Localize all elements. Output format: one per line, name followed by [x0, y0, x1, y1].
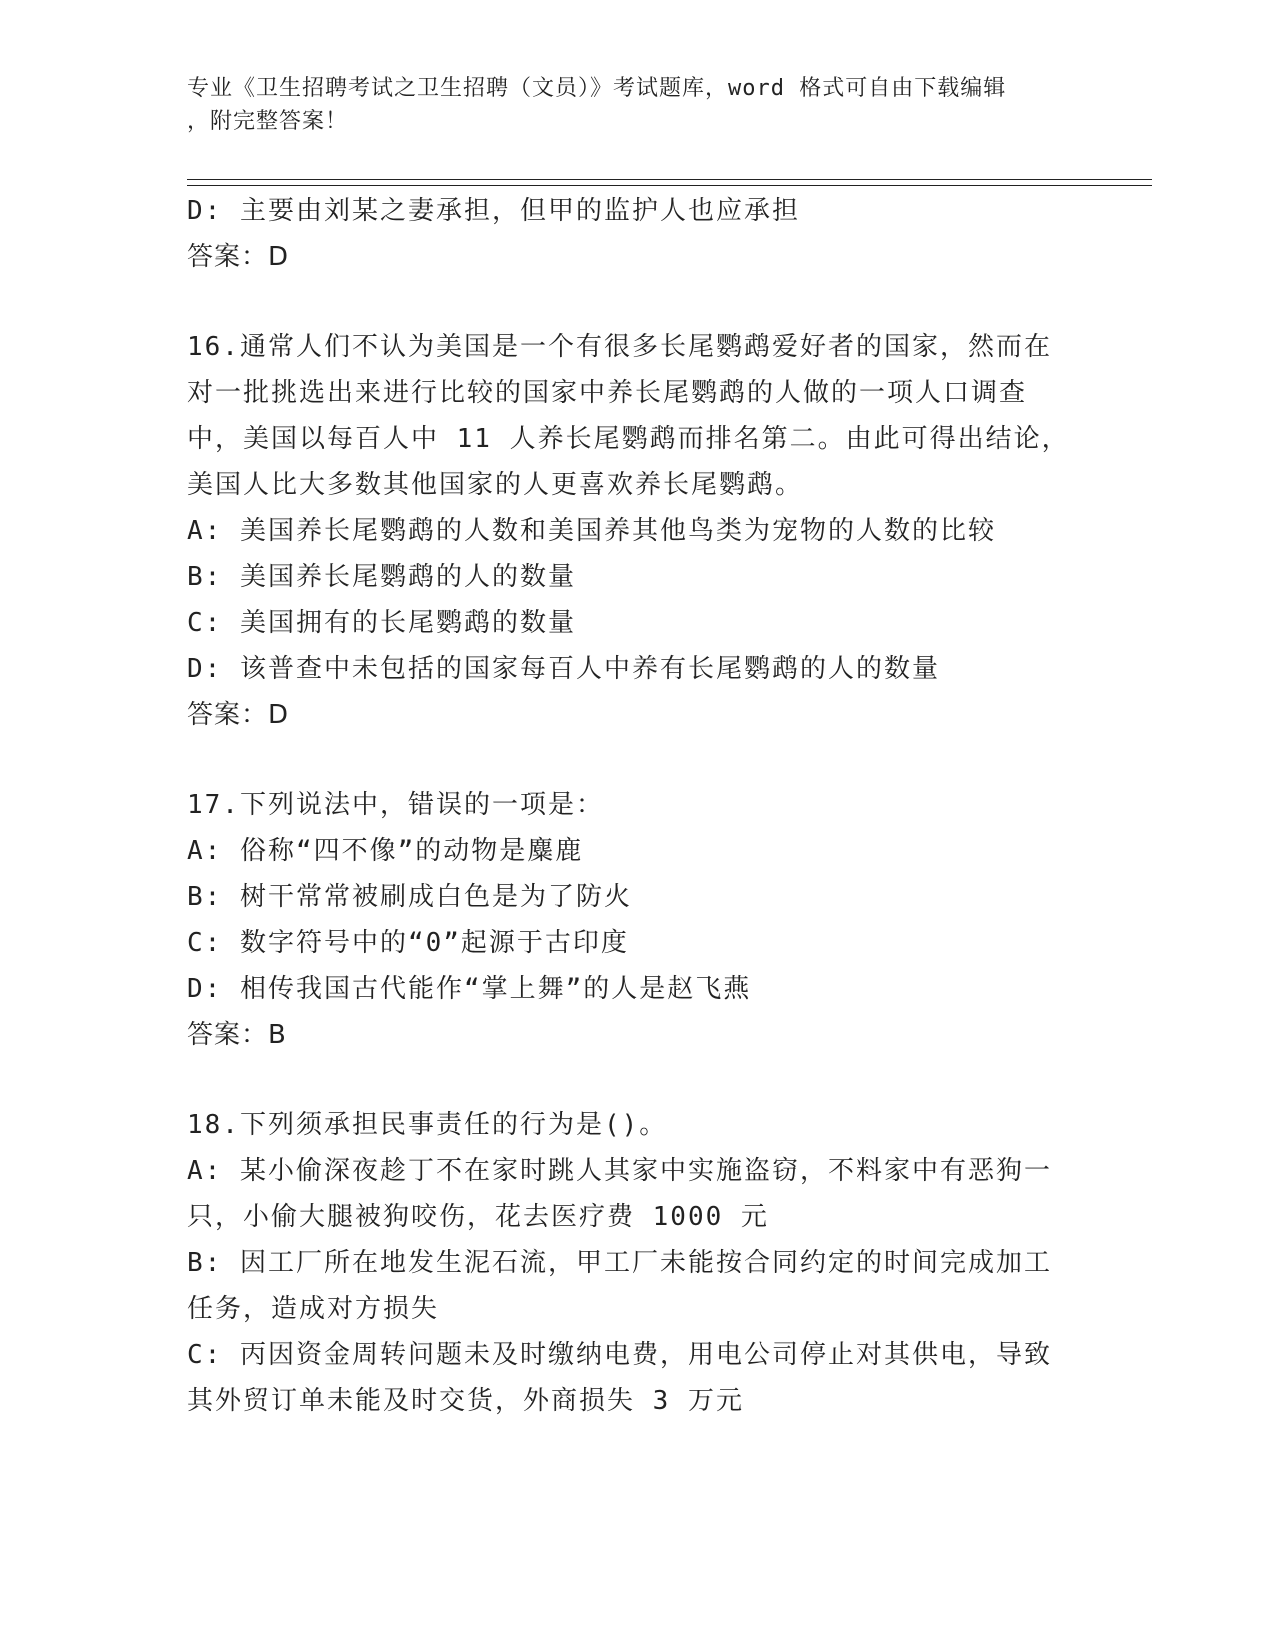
question-17-stem: 17.下列说法中，错误的一项是：: [187, 790, 604, 820]
question-16-stem-line-2: 对一批挑选出来进行比较的国家中养长尾鹦鹉的人做的一项人口调查: [187, 378, 1028, 408]
header-line-1: 专业《卫生招聘考试之卫生招聘（文员）》考试题库，word 格式可自由下载编辑: [187, 76, 1007, 101]
question-17-option-a: A: 俗称“四不像”的动物是麋鹿: [187, 836, 584, 866]
prev-question-option-d: D: 主要由刘某之妻承担，但甲的监护人也应承担: [187, 196, 800, 226]
question-spacer: [187, 280, 1067, 324]
question-17-option-c: C: 数字符号中的“0”起源于古印度: [187, 928, 629, 958]
question-18: [187, 1102, 1067, 1424]
question-17-option-b: B: 树干常常被刷成白色是为了防火: [187, 882, 632, 912]
question-18-option-a-line-1: A: 某小偷深夜趁丁不在家时跳人其家中实施盗窃，不料家中有恶狗一: [187, 1156, 1052, 1186]
question-16-option-d: D: 该普查中未包括的国家每百人中养有长尾鹦鹉的人的数量: [187, 654, 940, 684]
question-16-stem-line-3: 中，美国以每百人中 11 人养长尾鹦鹉而排名第二。由此可得出结论，: [187, 424, 1070, 454]
question-16-option-a: A: 美国养长尾鹦鹉的人数和美国养其他鸟类为宠物的人数的比较: [187, 516, 996, 546]
question-16-stem-line-1: 16.通常人们不认为美国是一个有很多长尾鹦鹉爱好者的国家，然而在: [187, 332, 1052, 362]
prev-question-answer: 答案：D: [187, 242, 290, 272]
header-divider: [187, 179, 1152, 186]
question-18-option-b-line-2: 任务，造成对方损失: [187, 1294, 440, 1324]
page-header: [187, 72, 1067, 138]
question-18-option-c-line-1: C: 丙因资金周转问题未及时缴纳电费，用电公司停止对其供电，导致: [187, 1340, 1052, 1370]
question-17: [187, 782, 1067, 1058]
question-17-option-d: D: 相传我国古代能作“掌上舞”的人是赵飞燕: [187, 974, 752, 1004]
question-18-option-c-line-2: 其外贸订单未能及时交货，外商损失 3 万元: [187, 1386, 744, 1416]
question-16-stem-line-4: 美国人比大多数其他国家的人更喜欢养长尾鹦鹉。: [187, 470, 804, 500]
header-line-2: ，附完整答案！: [187, 109, 349, 134]
question-content: [187, 188, 1070, 1424]
question-17-answer: 答案：B: [187, 1020, 287, 1050]
question-spacer: [187, 738, 1067, 782]
question-16-option-c: C: 美国拥有的长尾鹦鹉的数量: [187, 608, 576, 638]
question-18-option-b-line-1: B: 因工厂所在地发生泥石流，甲工厂未能按合同约定的时间完成加工: [187, 1248, 1052, 1278]
question-18-stem: 18.下列须承担民事责任的行为是()。: [187, 1110, 668, 1140]
question-18-option-a-line-2: 只，小偷大腿被狗咬伤，花去医疗费 1000 元: [187, 1202, 769, 1232]
question-16-answer: 答案：D: [187, 700, 290, 730]
question-spacer: [187, 1058, 1067, 1102]
question-16-option-b: B: 美国养长尾鹦鹉的人的数量: [187, 562, 576, 592]
question-16: [187, 324, 1070, 738]
